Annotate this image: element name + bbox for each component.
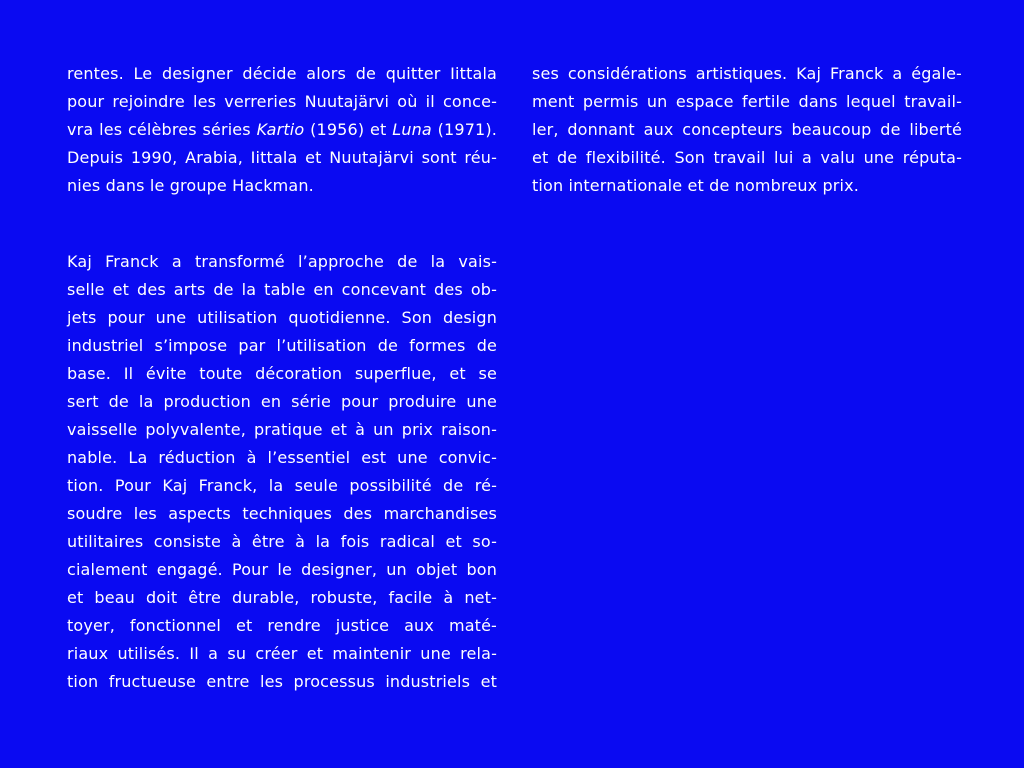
text-line: nies dans le groupe Hackman.	[67, 176, 314, 195]
text-line: base. Il évite toute décoration superflue, et se	[67, 364, 497, 383]
paragraph-3	[532, 60, 962, 200]
text-line: jets pour une utilisation quotidienne. Son design	[67, 308, 497, 327]
text-line: sert de la production en série pour produire une	[67, 392, 497, 411]
text-line: et de flexibilité. Son travail lui a valu une réputa-	[532, 148, 962, 167]
paragraph-2	[67, 248, 497, 696]
text-line: tion. Pour Kaj Franck, la seule possibilité de ré-	[67, 476, 497, 495]
right-column	[532, 60, 962, 200]
text-segment: (1956) et	[304, 120, 393, 139]
text-line: utilitaires consiste à être à la fois radical et so-	[67, 532, 497, 551]
text-line: Depuis 1990, Arabia, Iittala et Nuutajärvi sont réu-	[67, 148, 497, 167]
left-column	[67, 60, 497, 696]
series-title-kartio: Kartio	[256, 120, 305, 139]
text-segment: vra les célèbres séries	[67, 120, 257, 139]
text-line: ses considérations artistiques. Kaj Franck a égale-	[532, 64, 962, 83]
text-line: toyer, fonctionnel et rendre justice aux maté-	[67, 616, 497, 635]
text-line: tion fructueuse entre les processus industriels et	[67, 672, 497, 691]
series-title-luna: Luna	[392, 120, 432, 139]
text-line: nable. La réduction à l’essentiel est une convic-	[67, 448, 497, 467]
text-line: ler, donnant aux concepteurs beaucoup de liberté	[532, 120, 962, 139]
text-line: et beau doit être durable, robuste, facile à net-	[67, 588, 497, 607]
text-line: Kaj Franck a transformé l’approche de la vais-	[67, 252, 497, 271]
text-line: rentes. Le designer décide alors de quitter Iittala	[67, 64, 497, 83]
text-line: cialement engagé. Pour le designer, un objet bon	[67, 560, 497, 579]
text-line: pour rejoindre les verreries Nuutajärvi où il conce-	[67, 92, 497, 111]
text-segment: (1971).	[431, 120, 498, 139]
text-line	[67, 116, 497, 144]
text-line: selle et des arts de la table en concevant des ob-	[67, 280, 497, 299]
paragraph-1	[67, 60, 497, 200]
text-line: riaux utilisés. Il a su créer et maintenir une rela-	[67, 644, 497, 663]
text-line: industriel s’impose par l’utilisation de formes de	[67, 336, 497, 355]
text-line: vaisselle polyvalente, pratique et à un prix raison-	[67, 420, 497, 439]
text-line: ment permis un espace fertile dans lequel travail-	[532, 92, 962, 111]
text-line: tion internationale et de nombreux prix.	[532, 176, 859, 195]
text-line: soudre les aspects techniques des marchandises	[67, 504, 497, 523]
